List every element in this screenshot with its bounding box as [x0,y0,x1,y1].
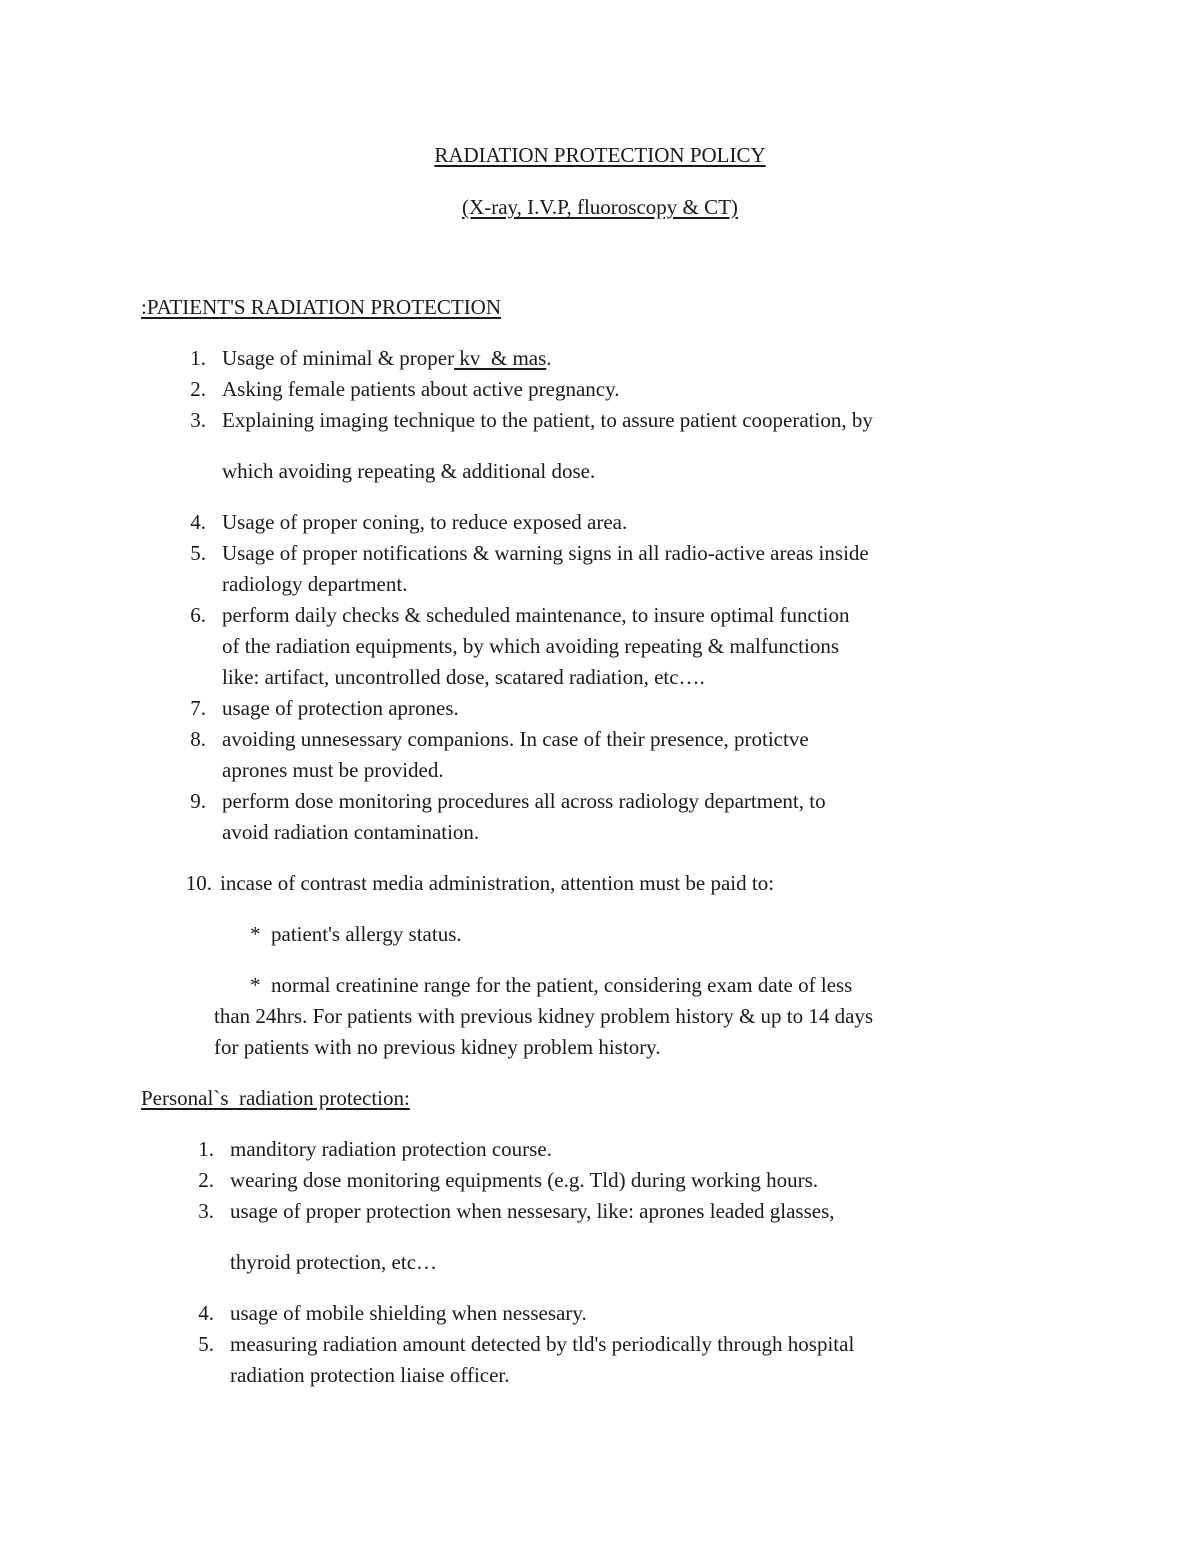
list-item-number: 10. [185,871,212,895]
list-item-text: usage of proper protection when nessesary, like: aprones leaded glasses, [230,1199,835,1223]
list-item-number: 9. [190,789,206,813]
sub-item-creatinine: * normal creatinine range for the patient, considering exam date of less [250,973,853,997]
list-item-number: 2. [198,1168,214,1192]
list-item-text: avoiding unnesessary companions. In case of their presence, protictve [222,727,809,751]
list-item-text: Asking female patients about active pregnancy. [222,377,620,401]
list-item-text: manditory radiation protection course. [230,1137,552,1161]
list-item-text: perform daily checks & scheduled maintenance, to insure optimal function [222,603,850,627]
list-item-number: 8. [190,727,206,751]
kv-mas-text: kv & mas [454,346,547,370]
list-item-text-cont: of the radiation equipments, by which avoiding repeating & malfunctions [222,634,840,658]
sub-item-creatinine-cont: for patients with no previous kidney problem history. [214,1035,661,1059]
list-item-text: perform dose monitoring procedures all across radiology department, to [222,789,826,813]
list-item-text: incase of contrast media administration, attention must be paid to: [220,871,775,895]
list-item-text: usage of mobile shielding when nessesary. [230,1301,587,1325]
list-item-text: Usage of proper coning, to reduce exposed area. [222,510,628,534]
list-item-number: 5. [198,1332,214,1356]
document-subtitle: (X-ray, I.V.P, fluoroscopy & CT) [462,195,738,219]
list-item-text-cont: thyroid protection, etc… [230,1250,438,1274]
patient-section-heading: :PATIENT'S RADIATION PROTECTION [141,295,502,319]
list-item-text: measuring radiation amount detected by tld's periodically through hospital [230,1332,855,1356]
list-item-text: Explaining imaging technique to the patient, to assure patient cooperation, by [222,408,873,432]
sub-item-allergy: * patient's allergy status. [250,922,462,946]
list-item-text-cont: avoid radiation contamination. [222,820,480,844]
list-item-number: 1. [190,346,206,370]
list-item-number: 4. [190,510,206,534]
list-item-number: 1. [198,1137,214,1161]
document-title: RADIATION PROTECTION POLICY [434,143,766,167]
list-item-text: usage of protection aprones. [222,696,459,720]
list-item-text-cont: radiation protection liaise officer. [230,1363,510,1387]
personal-section-heading: Personal`s radiation protection: [141,1086,410,1110]
list-item-number: 7. [190,696,206,720]
list-item-text-cont: radiology department. [222,572,408,596]
sub-item-creatinine-cont: than 24hrs. For patients with previous kidney problem history & up to 14 days [214,1004,874,1028]
list-item-text-cont: like: artifact, uncontrolled dose, scatared radiation, etc…. [222,665,705,689]
list-item-number: 6. [190,603,206,627]
list-item-text: Usage of minimal & proper kv & mas. [222,346,552,370]
list-item-number: 3. [190,408,206,432]
list-item-number: 4. [198,1301,214,1325]
list-item-text: Usage of proper notifications & warning signs in all radio-active areas inside [222,541,869,565]
list-item-text-cont: aprones must be provided. [222,758,444,782]
list-item-number: 5. [190,541,206,565]
list-item-text: wearing dose monitoring equipments (e.g. Tld) during working hours. [230,1168,819,1192]
list-item-number: 2. [190,377,206,401]
list-item-number: 3. [198,1199,214,1223]
list-item-text-cont: which avoiding repeating & additional dose. [222,459,596,483]
